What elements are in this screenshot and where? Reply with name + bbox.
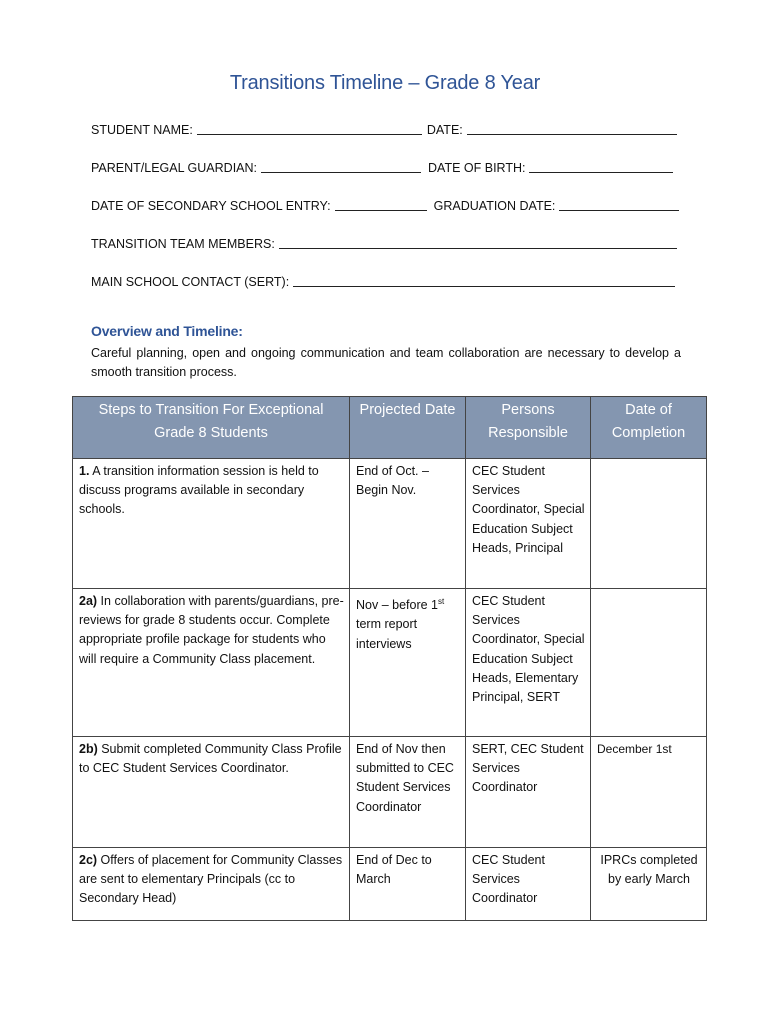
overview-heading: Overview and Timeline: (91, 323, 243, 339)
main-contact-row (91, 269, 681, 289)
table-row (73, 848, 707, 921)
overview-text: Careful planning, open and ongoing communication and team collaboration are necessary to develop a smooth transition process. (91, 346, 681, 379)
main-contact-label: MAIN SCHOOL CONTACT (SERT): (91, 275, 290, 289)
step-number: 1. (79, 464, 90, 478)
step-number: 2a) (79, 594, 98, 608)
graduation-date-field[interactable] (559, 196, 679, 211)
date-of-completion-cell[interactable] (591, 589, 707, 737)
date-label: DATE: (426, 123, 463, 137)
column-header-projected-date: Projected Date (350, 397, 466, 459)
persons-responsible-cell: CEC Student Services Coordinator (466, 848, 591, 921)
secondary-entry-field[interactable] (335, 196, 427, 211)
column-header-date-of-completion: Date of Completion (591, 397, 707, 459)
step-number: 2c) (79, 853, 98, 867)
step-text: Submit completed Community Class Profile to CEC Student Services Coordinator. (79, 742, 342, 776)
step-text: Offers of placement for Community Classes are sent to elementary Principals (cc to Secondary Head) (79, 853, 343, 906)
main-contact-field[interactable] (293, 272, 675, 287)
student-name-field[interactable] (197, 120, 422, 135)
persons-responsible-cell: CEC Student Services Coordinator, Special Education Subject Heads, Principal (466, 459, 591, 589)
step-cell (73, 589, 350, 737)
persons-responsible-cell: SERT, CEC Student Services Coordinator (466, 737, 591, 848)
graduation-date-label: GRADUATION DATE: (433, 199, 556, 213)
table-row (73, 589, 707, 737)
team-members-row (91, 231, 681, 251)
entry-graduation-row (91, 193, 681, 213)
table-row (73, 737, 707, 848)
team-members-field[interactable] (279, 234, 677, 249)
student-info-row (91, 117, 681, 137)
projected-date-cell: End of Nov then submitted to CEC Student Services Coordinator (350, 737, 466, 848)
date-field[interactable] (467, 120, 677, 135)
date-of-completion-cell[interactable]: IPRCs completed by early March (591, 848, 707, 921)
date-text-cont: term report interviews (356, 617, 418, 651)
date-of-birth-field[interactable] (529, 158, 673, 173)
step-text: A transition information session is held to discuss programs available in secondary schools. (79, 464, 319, 517)
guardian-row (91, 155, 681, 175)
date-of-completion-cell[interactable]: December 1st (591, 737, 707, 848)
projected-date-cell: End of Oct. – Begin Nov. (350, 459, 466, 589)
persons-responsible-cell: CEC Student Services Coordinator, Special Education Subject Heads, Elementary Principal, SERT (466, 589, 591, 737)
column-header-persons-responsible: Persons Responsible (466, 397, 591, 459)
timeline-table (72, 396, 707, 921)
step-text: In collaboration with parents/guardians, pre-reviews for grade 8 students occur. Complete appropriate profile package for students who will require a Community Class placement. (79, 594, 344, 666)
date-text: Nov – before 1 (356, 598, 438, 613)
table-row (73, 459, 707, 589)
date-of-completion-cell[interactable] (591, 459, 707, 589)
parent-guardian-field[interactable] (261, 158, 421, 173)
secondary-entry-label: DATE OF SECONDARY SCHOOL ENTRY: (91, 199, 331, 213)
parent-guardian-label: PARENT/LEGAL GUARDIAN: (91, 161, 258, 175)
projected-date-cell (350, 589, 466, 737)
step-cell (73, 848, 350, 921)
date-of-birth-label: DATE OF BIRTH: (428, 161, 526, 175)
team-members-label: TRANSITION TEAM MEMBERS: (91, 237, 275, 251)
page-title: Transitions Timeline – Grade 8 Year (229, 72, 541, 94)
date-superscript: st (438, 597, 445, 606)
student-name-label: STUDENT NAME: (91, 123, 193, 137)
step-cell (73, 459, 350, 589)
table-header-row (73, 397, 707, 459)
step-number: 2b) (79, 742, 98, 756)
column-header-steps: Steps to Transition For Exceptional Grade 8 Students (73, 397, 350, 459)
projected-date-cell: End of Dec to March (350, 848, 466, 921)
step-cell (73, 737, 350, 848)
